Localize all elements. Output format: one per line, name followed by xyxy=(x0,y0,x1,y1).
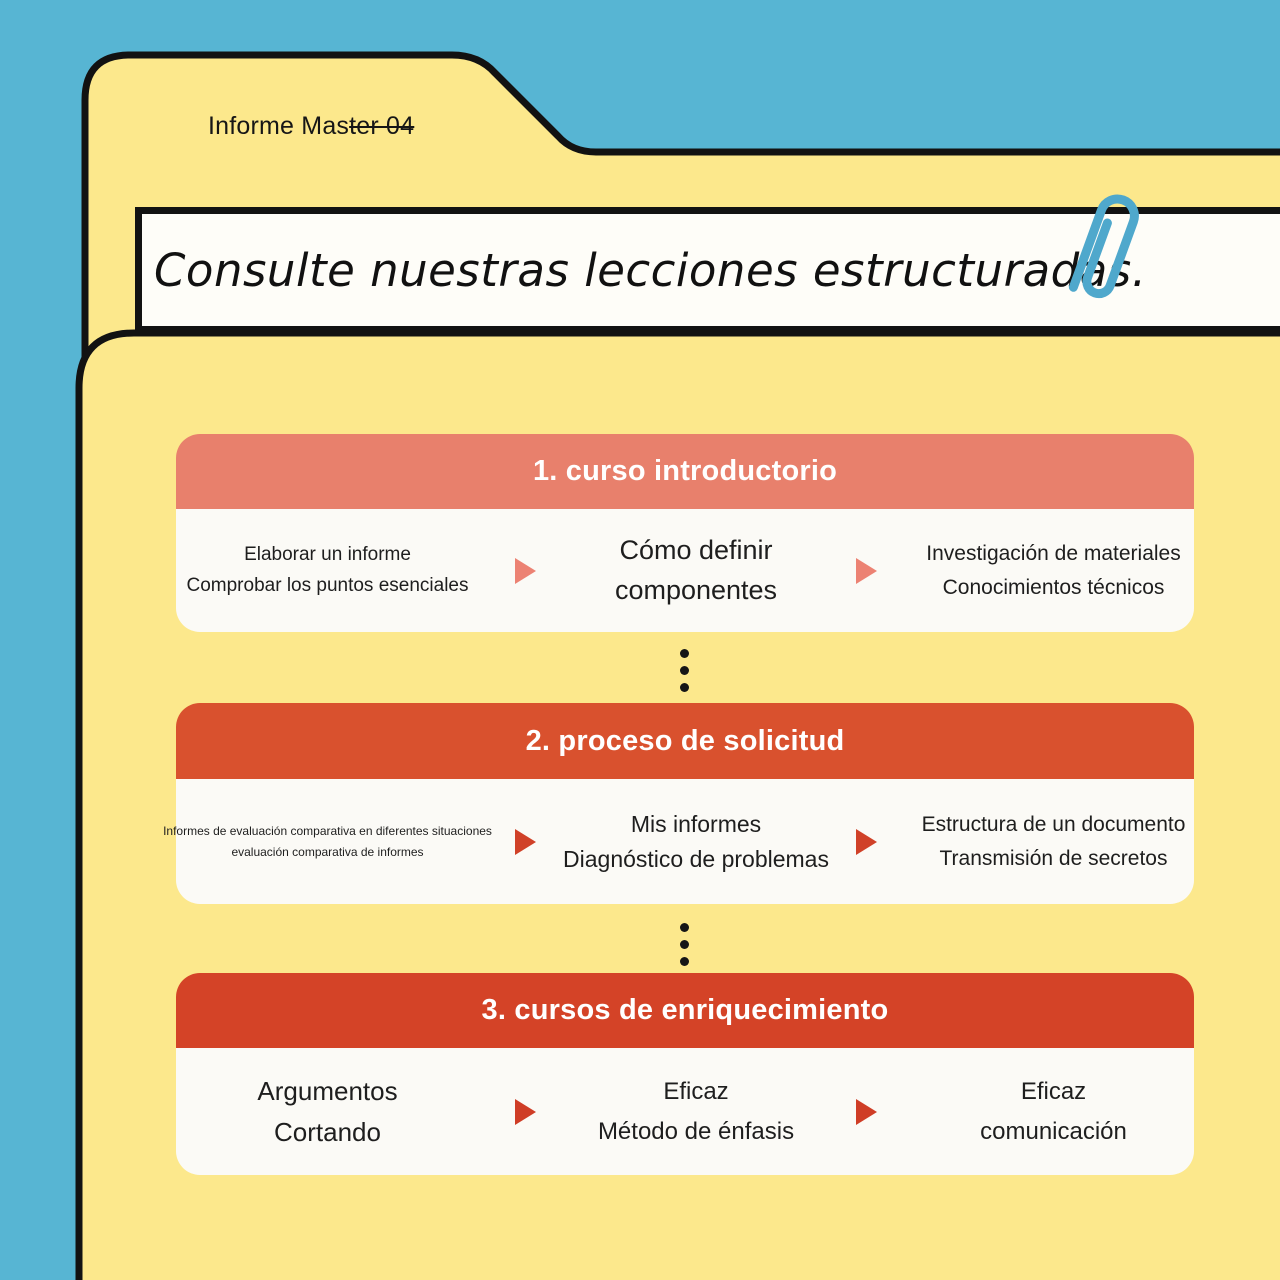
course-card-3-header xyxy=(176,973,1194,1048)
arrow-right-icon xyxy=(515,829,536,855)
folder-tab-title-struck: ter 04 xyxy=(349,112,415,140)
lesson-line: Comprobar los puntos esenciales xyxy=(186,574,469,596)
course-card-1-header xyxy=(176,434,1194,509)
course-card-3-body xyxy=(176,1048,1194,1175)
lesson-line: Conocimientos técnicos xyxy=(942,575,1165,599)
course-card-2-title: 2. proceso de solicitud xyxy=(525,724,845,757)
lesson-item xyxy=(155,1071,500,1152)
lesson-line: Elaborar un informe xyxy=(244,544,411,566)
lesson-line: Informes de evaluación comparativa en diferentes situaciones xyxy=(163,824,492,839)
course-card-2 xyxy=(163,703,1194,904)
section-divider-dots xyxy=(680,923,689,966)
course-card-3-title: 3. cursos de enriquecimiento xyxy=(481,994,889,1026)
folder-tab-title xyxy=(208,112,414,141)
lesson-line: Eficaz xyxy=(1020,1077,1087,1105)
lesson-line: Transmisión de secretos xyxy=(939,846,1168,870)
lesson-line: Método de énfasis xyxy=(597,1117,795,1145)
arrow-right-icon xyxy=(856,829,877,855)
paperclip-icon xyxy=(1035,178,1175,328)
arrow-right-icon xyxy=(515,558,536,584)
banner-text: Consulte nuestras lecciones estructuradas. xyxy=(154,243,1147,297)
lesson-line: Diagnóstico de problemas xyxy=(563,845,829,872)
course-card-1-body xyxy=(176,509,1194,632)
course-card-2-body xyxy=(163,779,1194,904)
lesson-line: Mis informes xyxy=(630,811,762,837)
lesson-line: Eficaz xyxy=(663,1077,729,1105)
folder-tab-title-text: Informe Mas xyxy=(208,112,350,140)
course-card-2-header xyxy=(176,703,1194,779)
lesson-item xyxy=(551,807,841,876)
arrow-right-icon xyxy=(856,558,877,584)
lesson-line: comunicación xyxy=(980,1117,1127,1145)
lesson-item xyxy=(892,537,1215,604)
lesson-item xyxy=(155,821,500,862)
arrow-right-icon xyxy=(515,1099,536,1125)
lesson-line: Cortando xyxy=(274,1116,381,1147)
section-divider-dots xyxy=(680,649,689,692)
lesson-line: Argumentos xyxy=(257,1076,398,1107)
course-card-1-title: 1. curso introductorio xyxy=(532,455,838,487)
lesson-line: Investigación de materiales xyxy=(926,541,1181,565)
lesson-line: Cómo definir xyxy=(619,535,773,566)
lesson-item xyxy=(155,540,500,601)
lesson-item xyxy=(551,1072,841,1151)
lesson-line: evaluación comparativa de informes xyxy=(231,844,424,859)
lesson-item xyxy=(551,531,841,609)
lesson-line: componentes xyxy=(614,574,778,605)
arrow-right-icon xyxy=(856,1099,877,1125)
course-card-1 xyxy=(176,434,1194,632)
lesson-line: Estructura de un documento xyxy=(921,812,1186,836)
lesson-item xyxy=(892,1072,1215,1151)
lesson-item xyxy=(892,808,1215,875)
course-card-3 xyxy=(176,973,1194,1175)
